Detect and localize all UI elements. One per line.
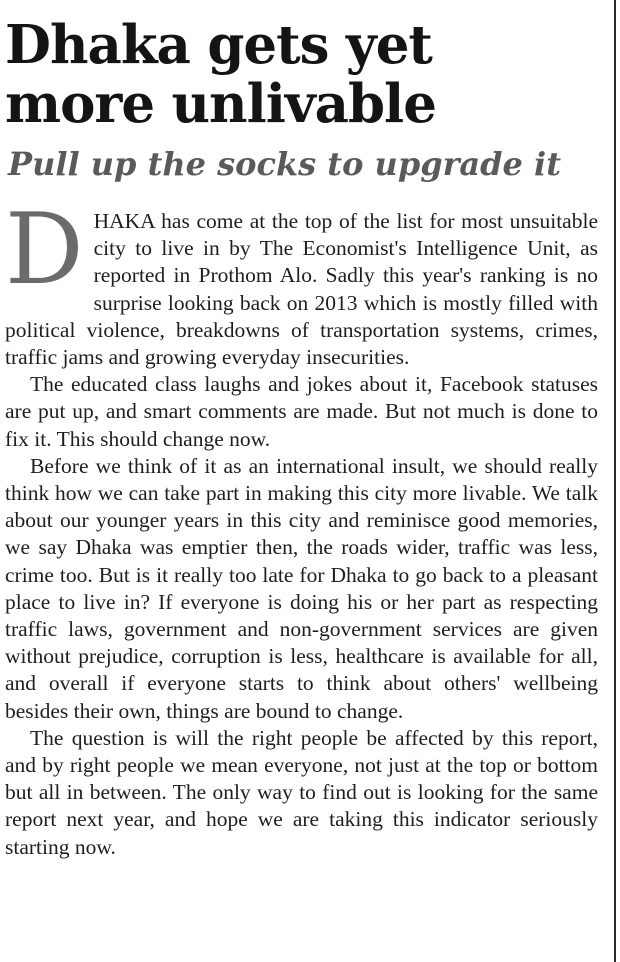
editorial-article — [5, 0, 598, 861]
subheadline: Pull up the socks to upgrade it — [8, 145, 561, 183]
headline — [5, 16, 598, 134]
paragraph-2: The educated class laughs and jokes about it, Facebook statuses are put up, and smart comments are made. But not much is done to fix it. This should change now. — [5, 372, 598, 451]
paragraph-3: Before we think of it as an international insult, we should really think how we can take part in making this city more livable. We talk about our younger years in this city and reminisce good memories, we say Dhaka was emptier then, the roads wider, traffic was less, crime too. But is it really too late for Dhaka to go back to a pleasant place to live in? If everyone is doing his or her part as respecting traffic laws, government and non-government services are given without prejudice, corruption is less, healthcare is available for all, and overall if everyone starts to think about others' wellbeing besides their own, things are bound to change. — [5, 453, 598, 723]
paragraph-4: The question is will the right people be affected by this report, and by right people we mean everyone, not just at the top or bottom but all in between. The only way to find out is looking for the same report next year, and hope we are taking this indicator seriously starting now. — [5, 725, 598, 859]
column-rule — [614, 0, 616, 962]
headline-line-1: Dhaka gets yet — [5, 14, 432, 76]
drop-cap: D — [5, 193, 84, 307]
article-body — [5, 193, 598, 861]
headline-line-2: more unlivable — [5, 73, 436, 135]
paragraph-1-text: HAKA has come at the top of the list for most unsuitable city to live in by The Economist's Intelligence Unit, as reported in Prothom Alo. Sadly this year's ranking is no surprise looking back on 2013 which is mostly filled with political violence, breakdowns of transportation systems, crimes, traffic jams and growing everyday insecurities. — [5, 209, 598, 370]
paragraph-1 — [5, 193, 598, 371]
